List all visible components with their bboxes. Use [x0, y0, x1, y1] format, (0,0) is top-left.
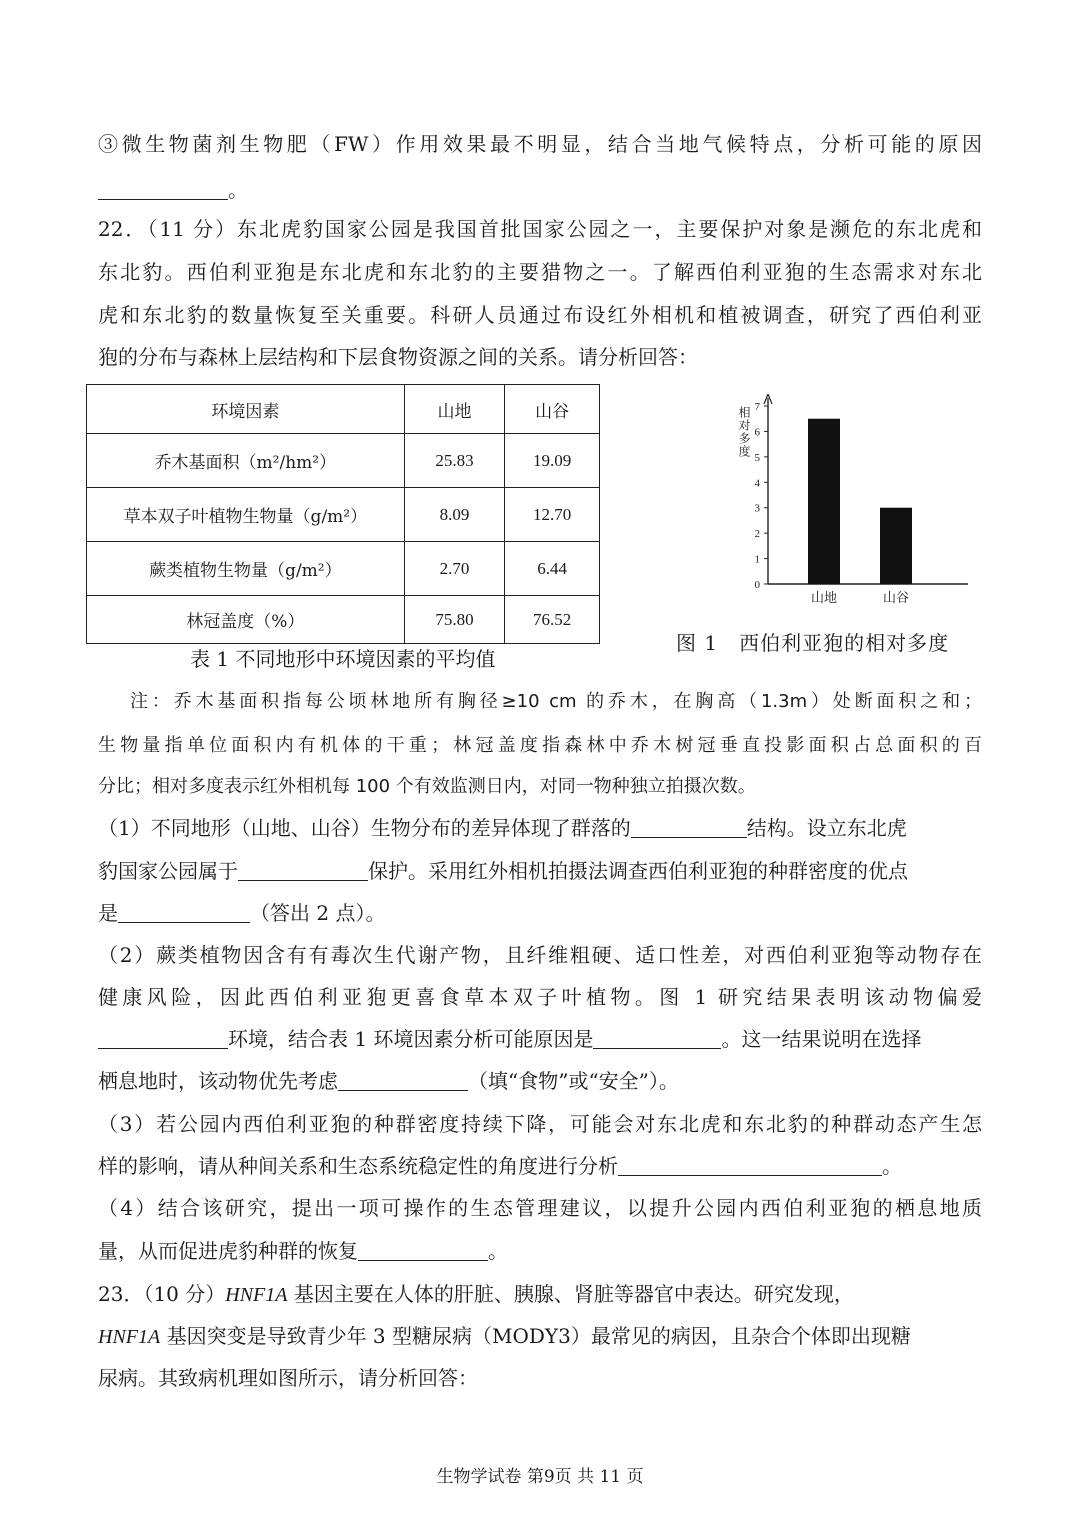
- answer-blank[interactable]: [593, 1028, 721, 1049]
- table-caption: 表 1 不同地形中环境因素的平均值: [190, 647, 496, 671]
- q22-line: 22．（11 分）东北虎豹国家公园是我国首批国家公园之一，主要保护对象是濒危的东北虎和: [98, 217, 982, 241]
- y-tick-label: 5: [754, 451, 760, 464]
- note-line: 生物量指单位面积内有机体的干重；林冠盖度指森林中乔木树冠垂直投影面积占总面积的百: [98, 735, 982, 756]
- table-cell: 25.83: [404, 434, 505, 488]
- part3-line: 样的影响，请从种间关系和生态系统稳定性的角度进行分析 。: [98, 1154, 902, 1178]
- part4-line: （4）结合该研究，提出一项可操作的生态管理建议，以提升公园内西伯利亚狍的栖息地质: [98, 1196, 982, 1220]
- table-cell-label: 乔木基面积（m²/hm²）: [87, 434, 405, 488]
- table-cell: 8.09: [404, 488, 505, 542]
- table-cell: 19.09: [505, 434, 600, 488]
- answer-blank[interactable]: [358, 1240, 488, 1261]
- gene-name: HNF1A: [225, 1284, 288, 1306]
- part2-line: 栖息地时，该动物优先考虑 （填“食物”或“安全”）。: [98, 1069, 679, 1093]
- part2-line: 健康风险，因此西伯利亚狍更喜食草本双子叶植物。图 1 研究结果表明该动物偏爱: [98, 985, 982, 1009]
- q22-line: 虎和东北豹的数量恢复至关重要。科研人员通过布设红外相机和植被调查，研究了西伯利亚: [98, 303, 982, 327]
- answer-blank[interactable]: [238, 860, 368, 881]
- table-cell: 6.44: [505, 542, 600, 596]
- table-row: [87, 542, 600, 596]
- q23-line: 23．（10 分）HNF1A 基因主要在人体的肝脏、胰腺、肾脏等器官中表达。研究发现，: [98, 1282, 854, 1306]
- table-cell-label: 草本双子叶植物生物量（g/m²）: [87, 488, 405, 542]
- environment-table: [86, 384, 600, 644]
- y-tick-label: 7: [754, 401, 760, 413]
- text-line: ③微生物菌剂生物肥（FW）作用效果最不明显，结合当地气候特点，分析可能的原因: [98, 132, 982, 156]
- q23-line: HNF1A 基因突变是导致青少年 3 型糖尿病（MODY3）最常见的病因，且杂合个体即出现糖: [98, 1324, 911, 1348]
- part4-line: 量，从而促进虎豹种群的恢复 。: [98, 1239, 508, 1263]
- y-tick-label: 4: [754, 477, 760, 490]
- y-tick-label: 2: [754, 528, 760, 541]
- y-tick-label: 1: [754, 553, 760, 566]
- q22-line: 狍的分布与森林上层结构和下层食物资源之间的关系。请分析回答：: [98, 345, 698, 369]
- table-header-cell: 山谷: [505, 385, 600, 434]
- note-line: 注：乔木基面积指每公顷林地所有胸径≥10 cm 的乔木，在胸高（1.3m）处断面积之和；: [130, 691, 982, 712]
- table-cell: 12.70: [505, 488, 600, 542]
- table-cell: 75.80: [404, 596, 505, 644]
- part1-line: 是 （答出 2 点）。: [98, 901, 386, 925]
- text-line: 。: [98, 176, 982, 204]
- table-cell-label: 林冠盖度（%）: [87, 596, 405, 644]
- bar: [880, 508, 912, 584]
- table-row: [87, 434, 600, 488]
- answer-blank[interactable]: [118, 902, 250, 923]
- part1-line: （1）不同地形（山地、山谷）生物分布的差异体现了群落的 结构。设立东北虎: [98, 816, 907, 840]
- table-row: [87, 488, 600, 542]
- answer-blank[interactable]: [98, 1028, 228, 1049]
- abundance-chart: [722, 394, 982, 610]
- table-header-row: [87, 385, 600, 434]
- answer-blank[interactable]: [631, 817, 747, 838]
- q22-line: 东北豹。西伯利亚狍是东北虎和东北豹的主要猎物之一。了解西伯利亚狍的生态需求对东北: [98, 260, 982, 284]
- chart-caption: 图 1 西伯利亚狍的相对多度: [676, 631, 950, 655]
- x-tick-label: 山地: [810, 591, 838, 606]
- y-tick-label: 3: [754, 502, 760, 515]
- y-axis-label: 相对多度: [737, 406, 751, 458]
- answer-blank[interactable]: [98, 179, 228, 200]
- part3-line: （3）若公园内西伯利亚狍的种群密度持续下降，可能会对东北虎和东北豹的种群动态产生怎: [98, 1112, 982, 1136]
- table-row: [87, 596, 600, 644]
- part2-line: 环境，结合表 1 环境因素分析可能原因是 。这一结果说明在选择: [98, 1025, 982, 1053]
- bar: [808, 419, 840, 584]
- part2-line: （2）蕨类植物因含有有毒次生代谢产物，且纤维粗硬、适口性差，对西伯利亚狍等动物存在: [98, 943, 982, 967]
- answer-blank[interactable]: [338, 1070, 468, 1091]
- table-cell: 76.52: [505, 596, 600, 644]
- table-header-cell: 环境因素: [87, 385, 405, 434]
- gene-name: HNF1A: [98, 1326, 161, 1348]
- part1-line: 豹国家公园属于 保护。采用红外相机拍摄法调查西伯利亚狍的种群密度的优点: [98, 859, 908, 883]
- x-tick-label: 山谷: [882, 591, 910, 606]
- q23-line: 尿病。其致病机理如图所示，请分析回答：: [98, 1366, 478, 1390]
- y-tick-label: 6: [754, 426, 760, 439]
- y-tick-label: 0: [754, 579, 760, 591]
- note-line: 分比；相对多度表示红外相机每 100 个有效监测日内，对同一物种独立拍摄次数。: [98, 776, 756, 797]
- page-footer: 生物学试卷 第9页 共 11 页: [436, 1467, 644, 1487]
- table-cell: 2.70: [404, 542, 505, 596]
- answer-blank[interactable]: [618, 1155, 882, 1176]
- table-header-cell: 山地: [404, 385, 505, 434]
- table-cell-label: 蕨类植物生物量（g/m²）: [87, 542, 405, 596]
